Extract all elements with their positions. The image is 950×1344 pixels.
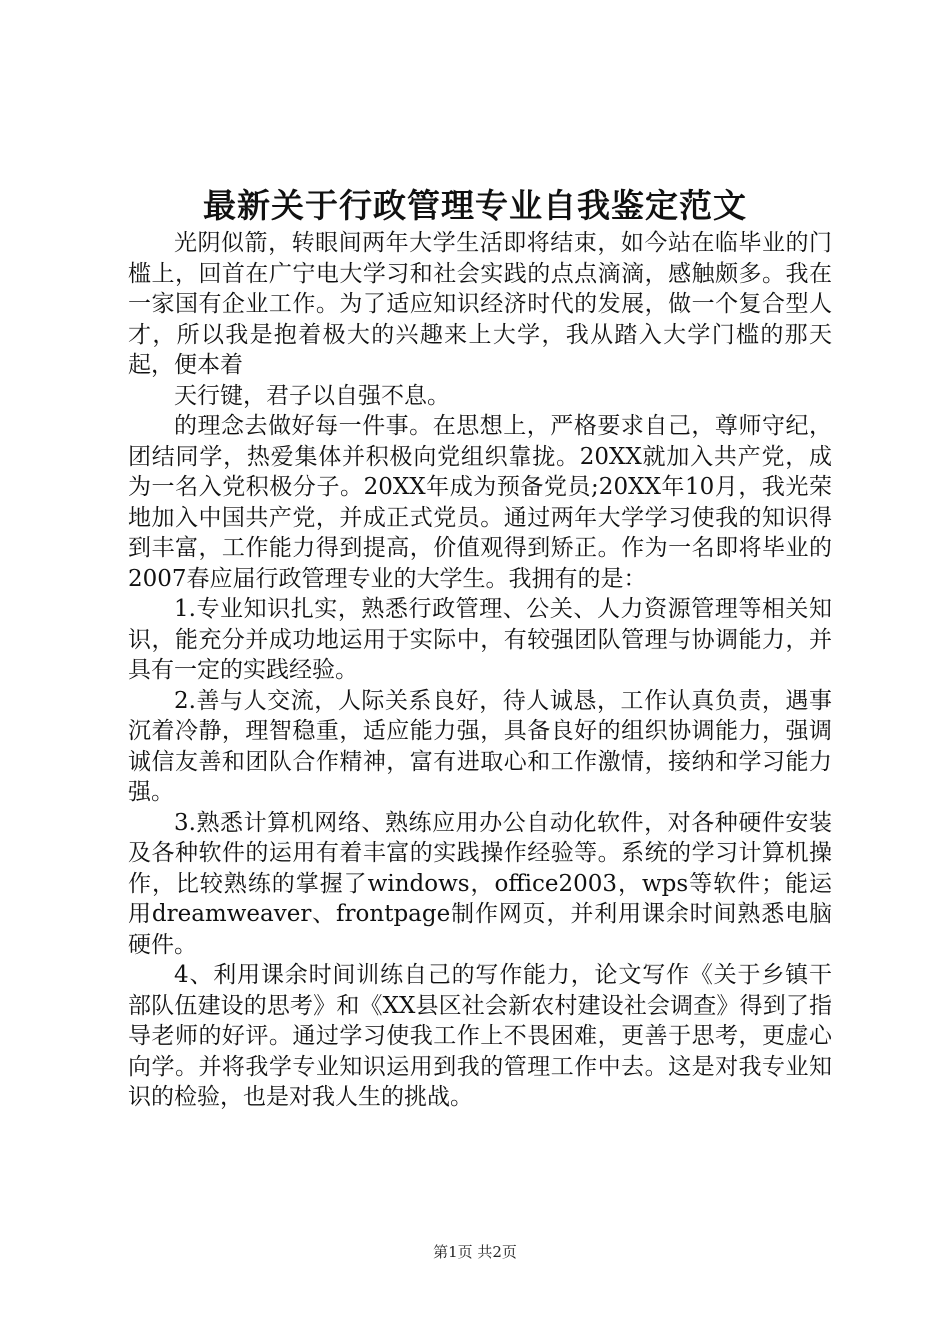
paragraph-item-3: 3.熟悉计算机网络、熟练应用办公自动化软件，对各种硬件安装及各种软件的运用有着丰富的实践操作经验等。系统的学习计算机操作，比较熟练的掌握了windows，office2003，wps等软件；能运用dreamweaver、frontpage制作网页，并利用课余时间熟悉电脑硬件。	[128, 809, 832, 958]
paragraph-intro: 光阴似箭，转眼间两年大学生活即将结束，如今站在临毕业的门槛上，回首在广宁电大学习和社会实践的点点滴滴，感触颇多。我在一家国有企业工作。为了适应知识经济时代的发展，做一个复合型人才，所以我是抱着极大的兴趣来上大学，我从踏入大学门槛的那天起，便本着	[128, 230, 832, 378]
paragraph-motto: 天行键，君子以自强不息。	[174, 382, 450, 409]
paragraph-item-2: 2.善与人交流，人际关系良好，待人诚恳，工作认真负责，遇事沉着冷静，理智稳重，适应能力强，具备良好的组织协调能力，强调诚信友善和团队合作精神，富有进取心和工作激情，接纳和学习能力强。	[128, 687, 832, 805]
paragraph-item-1: 1.专业知识扎实，熟悉行政管理、公关、人力资源管理等相关知识，能充分并成功地运用于实际中，有较强团队管理与协调能力，并具有一定的实践经验。	[128, 596, 832, 683]
paragraph-ideology: 的理念去做好每一件事。在思想上，严格要求自己，尊师守纪，团结同学，热爱集体并积极向党组织靠拢。20XX就加入共产党，成为一名入党积极分子。20XX年成为预备党员;20XX年10月，我光荣地加入中国共产党，并成正式党员。通过两年大学学习使我的知识得到丰富，工作能力得到提高，价值观得到矫正。作为一名即将毕业的2007春应届行政管理专业的大学生。我拥有的是：	[128, 413, 832, 592]
page-number-footer: 第1页 共2页	[433, 1243, 517, 1261]
document-body	[128, 228, 832, 1113]
document-title: 最新关于行政管理专业自我鉴定范文	[203, 186, 747, 225]
paragraph-item-4: 4、利用课余时间训练自己的写作能力，论文写作《关于乡镇干部队伍建设的思考》和《XX县区社会新农村建设社会调查》得到了指导老师的好评。通过学习使我工作上不畏困难，更善于思考，更虚心向学。并将我学专业知识运用到我的管理工作中去。这是对我专业知识的检验，也是对我人生的挑战。	[128, 962, 832, 1110]
